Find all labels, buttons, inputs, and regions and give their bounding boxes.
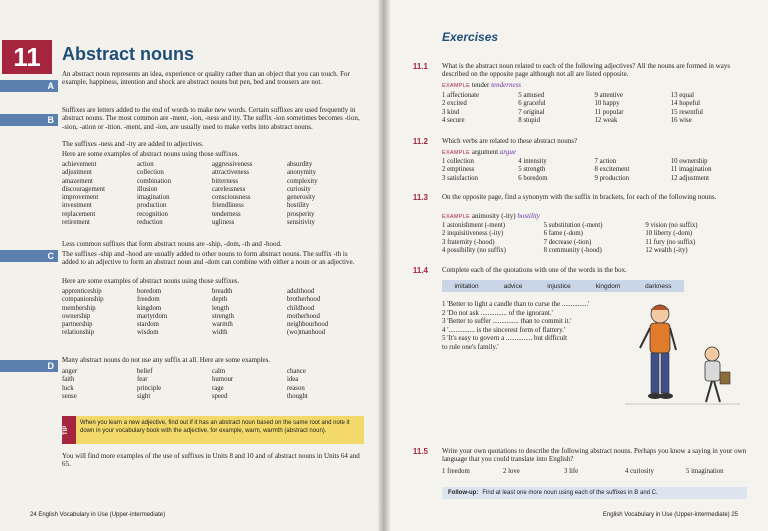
word-box-item: imitation xyxy=(454,282,479,290)
word-box xyxy=(442,280,684,292)
word-box-item: injustice xyxy=(547,282,571,290)
exercise-item: 10 liberty (-dom) xyxy=(645,230,693,238)
word: length xyxy=(212,304,229,312)
word: bitterness xyxy=(212,177,239,185)
exercise-item: 1 freedom xyxy=(442,468,470,475)
exercise-item: 2 inquisitiveness (-ity) xyxy=(442,230,504,238)
section-d-text: Many abstract nouns do not use any suffix at all. Here are some examples. xyxy=(62,356,271,364)
exercise-item: 1 collection xyxy=(442,158,474,165)
example-label: EXAMPLE xyxy=(442,214,471,220)
quotation-item: 2 'Do not ask ............... of the ignorant.' xyxy=(442,308,553,317)
tip-label: TIP xyxy=(62,416,76,444)
word: production xyxy=(137,202,167,210)
word: sense xyxy=(62,392,77,400)
word: adulthood xyxy=(287,288,315,295)
exercise-number: 11.3 xyxy=(412,193,428,202)
exercise-example xyxy=(442,148,747,157)
exercise-item: 12 weak xyxy=(594,116,618,124)
word: combination xyxy=(137,177,171,185)
word: childhood xyxy=(287,304,315,312)
word: calm xyxy=(212,368,226,375)
word: improvement xyxy=(62,194,99,202)
word: consciousness xyxy=(212,194,251,202)
exercise-item: 14 hopeful xyxy=(670,100,701,108)
example-answer: tenderness xyxy=(491,81,522,89)
word: absurdity xyxy=(287,161,313,168)
exercise-instruction: On the opposite page, find a synonym with the suffix in brackets, for each of the following nouns. xyxy=(442,193,717,201)
word-column xyxy=(287,161,362,227)
man-figure xyxy=(640,305,676,399)
word: prosperity xyxy=(287,210,315,218)
example-answer: argue xyxy=(499,148,516,156)
exercise-item: 2 excited xyxy=(442,100,467,108)
word: principle xyxy=(137,384,162,392)
exercise-item: 1 astonishment (-ment) xyxy=(442,222,506,229)
word: width xyxy=(212,329,228,337)
word: ownership xyxy=(62,312,91,320)
word: wisdom xyxy=(137,329,159,337)
word-column xyxy=(212,161,287,227)
word: discouragement xyxy=(62,185,106,193)
word: kingdom xyxy=(137,304,162,312)
section-b-word-grid xyxy=(62,161,362,227)
book-spine xyxy=(378,0,390,531)
word: fear xyxy=(137,376,148,384)
word: martyrdom xyxy=(137,312,168,320)
exercise-instruction: What is the abstract noun related to each of the following adjectives? All the nouns are formed in ways described on the opposite page although not all are listed opposite. xyxy=(442,62,731,79)
item-column xyxy=(595,158,671,183)
exercise-item: 6 boredom xyxy=(518,174,548,182)
exercise-instruction: Complete each of the quotations with one of the words in the box. xyxy=(442,266,627,274)
example-word: animosity (-ity) xyxy=(471,212,516,220)
exercise-item: 10 happy xyxy=(594,100,620,108)
section-b-text-2: The suffixes -ness and -ity are added to adjectives. xyxy=(62,140,204,148)
exercise-number: 11.4 xyxy=(412,266,428,275)
exercise-item: 9 vision (no suffix) xyxy=(645,222,698,229)
word: recognition xyxy=(137,210,168,218)
section-c-word-grid xyxy=(62,288,362,338)
exercise-item: 6 fame (-dom) xyxy=(543,230,583,238)
exercise-number: 11.5 xyxy=(412,447,428,456)
word: humour xyxy=(212,376,234,384)
follow-up-text: Find at least one more noun using each of the suffixes in B and C. xyxy=(482,490,658,496)
word-column xyxy=(287,368,362,401)
exercise-item: 16 wise xyxy=(670,116,692,124)
word: stardom xyxy=(137,321,159,329)
word-box-item: kingdom xyxy=(595,282,621,290)
word: collection xyxy=(137,169,164,177)
item-column xyxy=(518,92,594,125)
word: replacement xyxy=(62,210,96,218)
closing-text: You will find more examples of the use of suffixes in Units 8 and 10 and of abstract nouns in Units 64 and 65. xyxy=(62,452,360,469)
example-word: tender xyxy=(471,81,490,89)
left-page-footer: 24 English Vocabulary in Use (Upper-intermediate) xyxy=(30,512,166,518)
word: generosity xyxy=(287,194,316,202)
exercise-item: 5 strength xyxy=(518,166,546,174)
word: warmth xyxy=(212,321,233,329)
exercise-number: 11.1 xyxy=(412,62,428,71)
word-column xyxy=(137,161,212,227)
exercise-example xyxy=(442,81,747,90)
word-column xyxy=(212,368,287,401)
word: breadth xyxy=(212,288,233,295)
example-word: argument xyxy=(471,148,499,156)
word: strength xyxy=(212,312,234,320)
word-column xyxy=(62,368,137,401)
quotation-item: 3 'Better to suffer ............... than to commit it.' xyxy=(442,317,572,326)
word: luck xyxy=(62,384,74,392)
word: tenderness xyxy=(212,210,241,218)
exercise-items-grid xyxy=(442,92,747,125)
exercise-item: 8 stupid xyxy=(518,116,540,124)
exercise-item: 7 decrease (-tion) xyxy=(543,238,592,246)
right-page-footer: English Vocabulary in Use (Upper-intermediate) 25 xyxy=(602,512,738,518)
exercise-instruction: Which verbs are related to these abstract nouns? xyxy=(442,137,578,145)
word: carelessness xyxy=(212,185,246,193)
word: retirement xyxy=(62,219,90,227)
word: rage xyxy=(212,384,224,392)
section-b-text-1: Suffixes are letters added to the end of words to make new words. Certain suffixes are used frequently in abstract nouns. The most common are -ment, -ion, -ness and ity. The suffix -ion sometimes becomes -tion, -sion, -ation or -ition. -ment, and -ion, are usually used to make verbs into abstract nouns. xyxy=(62,106,360,131)
word-column xyxy=(137,288,212,338)
exercise-items-grid xyxy=(442,158,747,183)
exercise-item: 4 secure xyxy=(442,116,465,124)
item-column xyxy=(645,222,747,255)
word: reason xyxy=(287,384,305,392)
word: idea xyxy=(287,376,299,384)
exercise-item: 11 fury (no suffix) xyxy=(645,238,696,246)
word: thought xyxy=(287,392,308,400)
quotations-list xyxy=(442,300,622,352)
section-b-text-3: Here are some examples of abstract nouns using those suffixes. xyxy=(62,150,240,158)
word: depth xyxy=(212,296,228,304)
exercise-item: 4 curiosity xyxy=(625,468,654,475)
word-column xyxy=(287,288,362,338)
word-box-item: darkness xyxy=(645,282,672,290)
exercise-item: 10 ownership xyxy=(670,158,708,165)
exercise-item: 9 production xyxy=(594,174,630,182)
exercise-item: 2 emptiness xyxy=(442,166,475,174)
tip-box xyxy=(62,416,364,444)
quotation-item: 1 'Better to light a candle than to curse the ...............' xyxy=(442,300,590,308)
follow-up-box xyxy=(442,487,747,499)
item-column xyxy=(518,158,594,183)
exercise-item: 3 kind xyxy=(442,108,460,116)
word-column xyxy=(62,161,137,227)
word: aggressiveness xyxy=(212,161,253,168)
exercise-items-row xyxy=(442,468,747,476)
word-column xyxy=(137,368,212,401)
word: complexity xyxy=(287,177,318,185)
word: boredom xyxy=(137,288,162,295)
word: action xyxy=(137,161,154,168)
item-column xyxy=(671,92,747,125)
quotation-item: to rule one's family.' xyxy=(442,342,499,351)
right-page xyxy=(384,0,768,531)
word: companionship xyxy=(62,296,104,304)
exercise-item: 7 original xyxy=(518,108,545,116)
word: ugliness xyxy=(212,219,235,227)
word: adjustment xyxy=(62,169,92,177)
word: freedom xyxy=(137,296,160,304)
exercise-item: 11 imagination xyxy=(670,166,712,174)
word: investment xyxy=(62,202,92,210)
word: anger xyxy=(62,368,78,375)
exercise-example xyxy=(442,212,747,221)
exercise-instruction: Write your own quotations to describe the following abstract nouns. Perhaps you know a saying in your own language that you could translate into English? xyxy=(442,447,747,464)
exercise-item: 12 wealth (-ity) xyxy=(645,246,688,254)
word: achievement xyxy=(62,161,97,168)
item-column xyxy=(595,92,671,125)
tip-text: When you learn a new adjective, find out if it has an abstract noun based on the same root and note it down in your vocabulary book with the adjective, for example, warm, warmth (abstract noun). xyxy=(80,420,350,434)
word: friendliness xyxy=(212,202,244,210)
exercise-item: 5 amused xyxy=(518,92,545,99)
section-c-text-3: Here are some examples of abstract nouns using those suffixes. xyxy=(62,277,240,285)
exercise-item: 1 affectionate xyxy=(442,92,480,99)
exercise-item: 11 popular xyxy=(594,108,624,116)
exercises-title: Exercises xyxy=(442,30,499,44)
word: sight xyxy=(137,392,151,400)
example-label: EXAMPLE xyxy=(442,83,471,89)
child-figure xyxy=(705,347,730,402)
section-a-text: An abstract noun represents an idea, experience or quality rather than an object that you can touch. For example, happiness, intention and shock are abstract nouns but pen, bed and trousers are not. xyxy=(62,70,350,87)
section-d-word-grid xyxy=(62,368,362,401)
word-box-item: advice xyxy=(503,282,523,290)
exercise-number: 11.2 xyxy=(412,137,428,146)
exercise-item: 4 intensity xyxy=(518,158,547,165)
word: (wo)manhood xyxy=(287,329,326,337)
word: illusion xyxy=(137,185,158,193)
section-c-text-2: The suffixes -ship and -hood are usually added to other nouns to form abstract nouns. The suffix -th is added to an adjective to form an abstract noun and -dom can combine with either a noun or an adjective. xyxy=(62,250,355,267)
section-c-text-1: Less common suffixes that form abstract nouns are -ship, -dom, -th and -hood. xyxy=(62,240,282,248)
exercise-items-grid xyxy=(442,222,747,255)
cartoon-illustration xyxy=(620,300,744,420)
exercise-item: 13 equal xyxy=(670,92,694,99)
word: brotherhood xyxy=(287,296,321,304)
word: membership xyxy=(62,304,96,312)
word: relationship xyxy=(62,329,95,337)
section-label-d: D xyxy=(0,360,58,372)
word: faith xyxy=(62,376,75,384)
exercise-item: 3 life xyxy=(564,468,579,475)
exercise-item: 9 attentive xyxy=(594,92,623,99)
exercise-item: 6 graceful xyxy=(518,100,546,108)
section-label-b: B xyxy=(0,114,58,126)
word: belief xyxy=(137,368,153,375)
word: imagination xyxy=(137,194,170,202)
exercise-item: 12 adjustment xyxy=(670,174,710,182)
exercise-item: 15 resentful xyxy=(670,108,704,116)
exercise-item: 3 satisfaction xyxy=(442,174,479,182)
exercise-item: 7 action xyxy=(594,158,617,165)
word: curiosity xyxy=(287,185,311,193)
exercise-item: 5 substitution (-ment) xyxy=(543,222,603,229)
word: chance xyxy=(287,368,306,375)
word: motherhood xyxy=(287,312,320,320)
exercise-item: 8 community (-hood) xyxy=(543,246,602,254)
item-column xyxy=(442,158,518,183)
exercise-item: 8 excitement xyxy=(594,166,630,174)
unit-number-badge: 11 xyxy=(2,40,52,74)
exercise-item: 4 possibility (no suffix) xyxy=(442,246,506,254)
exercise-item: 2 love xyxy=(503,468,520,475)
unit-title: Abstract nouns xyxy=(62,44,195,64)
exercise-item: 3 fraternity (-hood) xyxy=(442,238,495,246)
word-column xyxy=(62,288,137,338)
quotation-item: 5 'It's easy to govern a ............... but difficult xyxy=(442,334,568,343)
word: partnership xyxy=(62,321,93,329)
item-column xyxy=(671,158,747,183)
item-column xyxy=(442,92,518,125)
follow-up-label: Follow-up: xyxy=(448,490,479,496)
word: reduction xyxy=(137,219,163,227)
word: hostility xyxy=(287,202,310,210)
word: sensitivity xyxy=(287,219,315,227)
word-column xyxy=(212,288,287,338)
example-answer: hostility xyxy=(517,212,540,220)
item-column xyxy=(442,222,544,255)
section-label-a: A xyxy=(0,80,58,92)
section-label-c: C xyxy=(0,250,58,262)
item-column xyxy=(544,222,646,255)
word: amazement xyxy=(62,177,93,185)
word: neighbourhood xyxy=(287,321,329,329)
quotation-item: 4 '............... is the sincerest form of flattery.' xyxy=(442,325,566,334)
example-label: EXAMPLE xyxy=(442,150,471,156)
word: apprenticeship xyxy=(62,288,102,295)
word: speed xyxy=(212,392,228,400)
word: attractiveness xyxy=(212,169,249,177)
word: anonymity xyxy=(287,169,317,177)
exercise-item: 5 imagination xyxy=(686,468,724,475)
